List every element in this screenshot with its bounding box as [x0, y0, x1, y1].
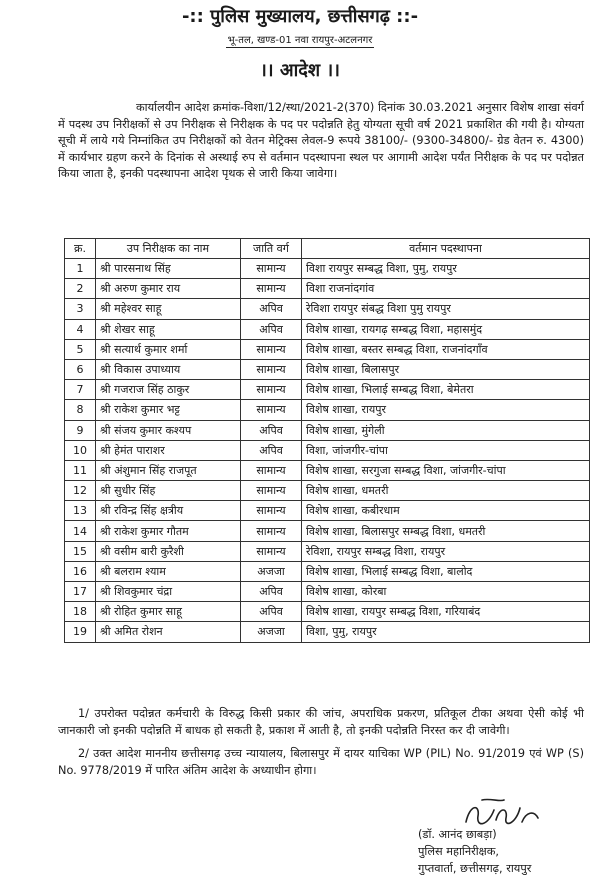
- cell-name: श्री गजराज सिंह ठाकुर: [96, 380, 241, 400]
- table-row: [65, 339, 590, 359]
- cell-serial: 17: [65, 582, 96, 602]
- cell-name: श्री सुधीर सिंह: [96, 481, 241, 501]
- cell-caste: अपिव: [241, 602, 302, 622]
- cell-posting: विशेष शाखा, रायपुर सम्बद्ध विशा, गरियाबंद: [302, 602, 590, 622]
- notes-section: [58, 706, 584, 786]
- cell-posting: विशेष शाखा, भिलाई सम्बद्ध विशा, बेमेतरा: [302, 380, 590, 400]
- cell-name: श्री अंशुमान सिंह राजपूत: [96, 460, 241, 480]
- table-row: [65, 279, 590, 299]
- cell-caste: सामान्य: [241, 279, 302, 299]
- cell-name: श्री अरुण कुमार राय: [96, 279, 241, 299]
- cell-posting: विशेष शाखा, बस्तर सम्बद्ध विशा, राजनांदगाँव: [302, 339, 590, 359]
- cell-serial: 14: [65, 521, 96, 541]
- cell-serial: 10: [65, 440, 96, 460]
- cell-posting: विशा, पुमु, रायपुर: [302, 622, 590, 642]
- cell-serial: 13: [65, 501, 96, 521]
- cell-posting: रेविशा, रायपुर सम्बद्ध विशा, रायपुर: [302, 541, 590, 561]
- office-title: -:: पुलिस मुख्यालय, छत्तीसगढ़ ::-: [181, 6, 419, 27]
- cell-caste: अजजा: [241, 561, 302, 581]
- table-row: [65, 460, 590, 480]
- cell-caste: सामान्य: [241, 460, 302, 480]
- cell-posting: विशेष शाखा, बिलासपुर: [302, 359, 590, 379]
- cell-caste: अपिव: [241, 440, 302, 460]
- cell-caste: अजजा: [241, 622, 302, 642]
- table-row: [65, 420, 590, 440]
- cell-name: श्री राकेश कुमार भट्ट: [96, 400, 241, 420]
- header-posting: वर्तमान पदस्थापना: [302, 239, 590, 259]
- office-address: [0, 32, 600, 46]
- cell-posting: रेविशा रायपुर संबद्ध विशा पुमु रायपुर: [302, 299, 590, 319]
- cell-serial: 16: [65, 561, 96, 581]
- cell-serial: 11: [65, 460, 96, 480]
- table-row: [65, 299, 590, 319]
- cell-caste: अपिव: [241, 582, 302, 602]
- cell-name: श्री अमित रोशन: [96, 622, 241, 642]
- cell-serial: 4: [65, 319, 96, 339]
- cell-name: श्री राकेश कुमार गौतम: [96, 521, 241, 541]
- cell-serial: 1: [65, 259, 96, 279]
- header-caste: जाति वर्ग: [241, 239, 302, 259]
- table-row: [65, 521, 590, 541]
- cell-posting: विशेष शाखा, मुंगेली: [302, 420, 590, 440]
- intro-paragraph: [58, 100, 584, 183]
- table-header-row: [65, 239, 590, 259]
- cell-caste: सामान्य: [241, 380, 302, 400]
- cell-name: श्री संजय कुमार कश्यप: [96, 420, 241, 440]
- note-1: 1/ उपरोक्त पदोन्नत कर्मचारी के विरुद्ध किसी प्रकार की जांच, अपराधिक प्रकरण, प्रतिकूल टीका अथवा ऐसी कोई भी जानकारी जो इनकी पदोन्नति में बाधक हो सकती है, प्रकाश में आती है, तो इनकी पदोन्नति निरस्त कर दी जावेगी।: [58, 707, 584, 737]
- table-row: [65, 481, 590, 501]
- cell-caste: सामान्य: [241, 521, 302, 541]
- table-row: [65, 380, 590, 400]
- office-address-text: भू-तल, खण्ड-01 नवा रायपुर-अटलनगर: [227, 35, 373, 46]
- cell-caste: सामान्य: [241, 400, 302, 420]
- cell-name: श्री पारसनाथ सिंह: [96, 259, 241, 279]
- cell-caste: सामान्य: [241, 339, 302, 359]
- cell-caste: सामान्य: [241, 481, 302, 501]
- cell-caste: सामान्य: [241, 359, 302, 379]
- cell-posting: विशेष शाखा, सरगुजा सम्बद्ध विशा, जांजगीर-चांपा: [302, 460, 590, 480]
- cell-posting: विशेष शाखा, भिलाई सम्बद्ध विशा, बालोद: [302, 561, 590, 581]
- cell-caste: अपिव: [241, 299, 302, 319]
- table-row: [65, 561, 590, 581]
- table-body: [65, 259, 590, 643]
- cell-serial: 3: [65, 299, 96, 319]
- cell-name: श्री महेश्वर साहू: [96, 299, 241, 319]
- cell-posting: विशेष शाखा, कबीरधाम: [302, 501, 590, 521]
- cell-caste: अपिव: [241, 420, 302, 440]
- cell-serial: 2: [65, 279, 96, 299]
- signatory-office: गुप्तवार्ता, छत्तीसगढ़, रायपुर: [418, 862, 532, 875]
- cell-serial: 12: [65, 481, 96, 501]
- cell-name: श्री वसीम बारी कुरैशी: [96, 541, 241, 561]
- table-row: [65, 319, 590, 339]
- cell-name: श्री हेमंत पाराशर: [96, 440, 241, 460]
- cell-caste: सामान्य: [241, 501, 302, 521]
- cell-name: श्री रोहित कुमार साहू: [96, 602, 241, 622]
- cell-serial: 19: [65, 622, 96, 642]
- cell-serial: 9: [65, 420, 96, 440]
- cell-posting: विशा राजनांदगांव: [302, 279, 590, 299]
- table-row: [65, 582, 590, 602]
- table-row: [65, 501, 590, 521]
- intro-text: कार्यालयीन आदेश क्रमांक-विशा/12/स्था/2021-2(370) दिनांक 30.03.2021 अनुसार विशेष शाखा संवर्ग में पदस्थ उप निरीक्षकों से उप निरीक्षक से निरीक्षक के पद पर पदोन्नति हेतु योग्यता सूची वर्ष 2021 प्रकाशित की गयी है। योग्यता सूची में लाये गये निम्नांकित उप निरीक्षकों को वेतन मेट्रिक्स लेवल-9 रूपये 38100/- (9300-34800/- ग्रेड वेतन रु. 4300) में कार्यभार ग्रहण करने के दिनांक से अस्थाई रुप से वर्तमान पदस्थापना स्थल पर आगामी आदेश पर्यंत निरीक्षक के पद पर पदोन्नत किया जाता है, इनकी पदस्थापना आदेश पृथक से जारी किया जावेगा।: [58, 101, 584, 181]
- table-row: [65, 400, 590, 420]
- cell-posting: विशा, जांजगीर-चांपा: [302, 440, 590, 460]
- cell-posting: विशेष शाखा, कोरबा: [302, 582, 590, 602]
- cell-name: श्री बलराम श्याम: [96, 561, 241, 581]
- table-row: [65, 359, 590, 379]
- header-serial: क्र.: [65, 239, 96, 259]
- cell-serial: 8: [65, 400, 96, 420]
- order-title: ।। आदेश ।।: [259, 60, 340, 81]
- table-row: [65, 602, 590, 622]
- cell-serial: 6: [65, 359, 96, 379]
- cell-name: श्री सत्यार्थ कुमार शर्मा: [96, 339, 241, 359]
- cell-caste: सामान्य: [241, 259, 302, 279]
- table-row: [65, 440, 590, 460]
- cell-caste: सामान्य: [241, 541, 302, 561]
- table-row: [65, 259, 590, 279]
- note-2: 2/ उक्त आदेश माननीय छत्तीसगढ़ उच्च न्यायालय, बिलासपुर में दायर याचिका WP (PIL) No. 91/2019 एवं WP (S) No. 9778/2019 में पारित अंतिम आदेश के अध्याधीन होगा।: [58, 747, 584, 777]
- cell-posting: विशेष शाखा, रायपुर: [302, 400, 590, 420]
- cell-serial: 15: [65, 541, 96, 561]
- signatory-designation: पुलिस महानिरीक्षक,: [418, 845, 500, 858]
- cell-name: श्री रविन्द्र सिंह क्षत्रीय: [96, 501, 241, 521]
- header-name: उप निरीक्षक का नाम: [96, 239, 241, 259]
- cell-serial: 7: [65, 380, 96, 400]
- cell-name: श्री शिवकुमार चंद्रा: [96, 582, 241, 602]
- signatory-name: (डॉ. आनंद छाबड़ा): [418, 828, 497, 841]
- cell-name: श्री विकास उपाध्याय: [96, 359, 241, 379]
- table-row: [65, 541, 590, 561]
- cell-serial: 18: [65, 602, 96, 622]
- cell-name: श्री शेखर साहू: [96, 319, 241, 339]
- cell-posting: विशा रायपुर सम्बद्ध विशा, पुमु, रायपुर: [302, 259, 590, 279]
- cell-serial: 5: [65, 339, 96, 359]
- table-row: [65, 622, 590, 642]
- cell-posting: विशेष शाखा, धमतरी: [302, 481, 590, 501]
- promotion-table: [64, 238, 590, 643]
- handwritten-signature: [460, 796, 560, 830]
- cell-posting: विशेष शाखा, रायगढ़ सम्बद्ध विशा, महासमुंद: [302, 319, 590, 339]
- cell-posting: विशेष शाखा, बिलासपुर सम्बद्ध विशा, धमतरी: [302, 521, 590, 541]
- cell-caste: अपिव: [241, 319, 302, 339]
